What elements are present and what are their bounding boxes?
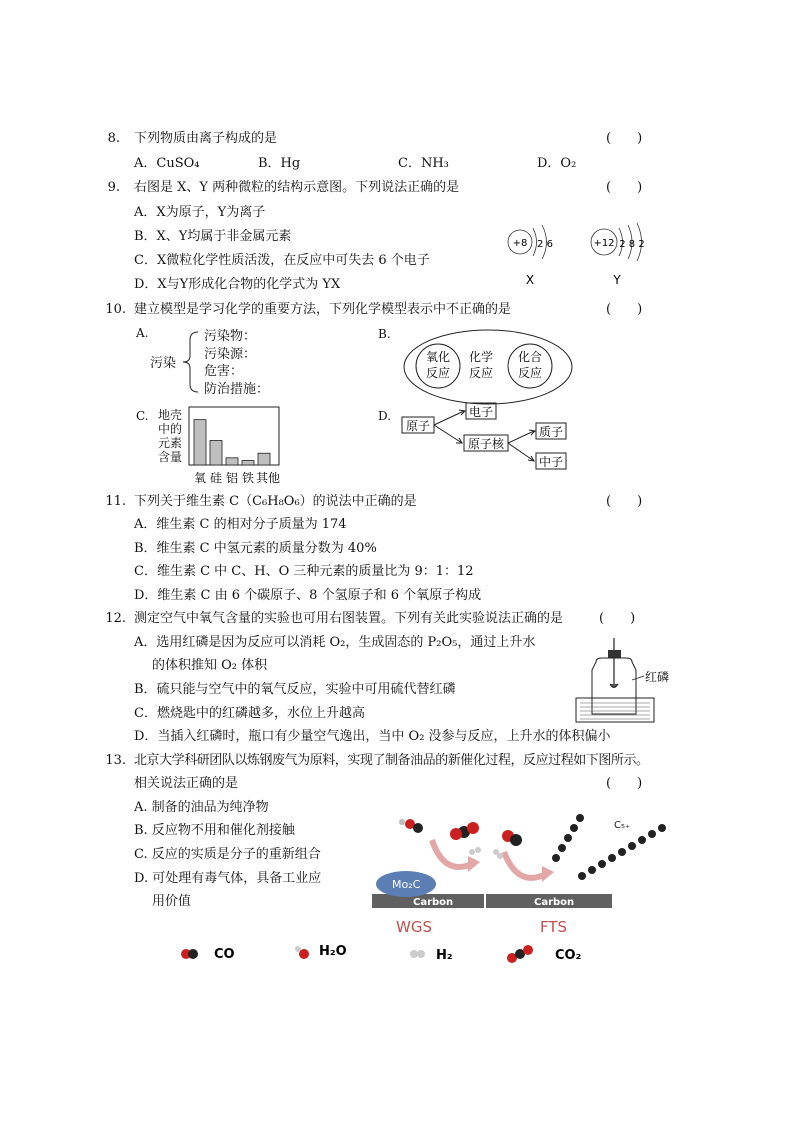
option-a: A．X为原子，Y为离子 — [134, 205, 266, 220]
bar-4 — [258, 453, 270, 465]
option-c-letter: C. — [136, 409, 149, 423]
ylabel-line: 含量 — [158, 450, 183, 464]
tree-electron: 电子 — [468, 405, 494, 419]
wgs-label: WGS — [396, 918, 432, 936]
venn-middle-1: 化学 — [468, 350, 494, 364]
option-c: C．X微粒化学性质活泼，在反应中可失去 6 个电子 — [134, 253, 430, 268]
question-stem-continued: 相关说法正确的是 — [134, 776, 239, 791]
reaction-venn-diagram — [402, 328, 574, 406]
brace-shape — [180, 330, 204, 394]
option-d: D．X与Y形成化合物的化学式为 YX — [134, 277, 341, 292]
nucleus-x: +8 — [512, 238, 528, 249]
bar-label-4: 其他 — [255, 471, 281, 485]
question-number: 10. — [105, 302, 126, 317]
question-number: 13. — [105, 753, 126, 768]
venn-right-1: 化合 — [517, 350, 543, 364]
question-stem: 北京大学科研团队以炼钢废气为原料，实现了制备油品的新催化过程，反应过程如下图所示。 — [134, 753, 649, 768]
answer-paren: ( ) — [606, 776, 643, 791]
nucleus-y: +12 — [593, 238, 615, 249]
tree-atom: 原子 — [405, 419, 431, 433]
bar-label-2: 铝 — [225, 471, 239, 485]
bar-ylabel — [158, 408, 188, 464]
pollution-item: 污染物： — [204, 329, 257, 344]
oxygen-experiment-apparatus — [570, 636, 680, 726]
option-b: B．硫只能与空气中的氧气反应，实验中可用硫代替红磷 — [134, 682, 456, 697]
tree-proton: 质子 — [538, 425, 564, 439]
option-b: B. 反应物不用和催化剂接触 — [134, 823, 295, 838]
option-c: C．NH₃ — [398, 156, 449, 171]
option-c: C．维生素 C 中 C、H、O 三种元素的质量比为 9：1：12 — [134, 564, 474, 579]
option-d: D．O₂ — [537, 156, 577, 171]
molecule-legend — [178, 940, 598, 970]
legend-h2o: H₂O — [319, 944, 347, 959]
tree-neutron: 中子 — [538, 455, 564, 469]
venn-left-1: 氧化 — [425, 350, 451, 364]
option-c: C．燃烧匙中的红磷越多，水位上升越高 — [134, 706, 365, 721]
fts-label: FTS — [540, 918, 568, 936]
question-number: 11. — [105, 494, 126, 509]
catalyst-label: Mo₂C — [392, 878, 421, 891]
legend-co: CO — [214, 947, 235, 962]
shells-x: 2 6 — [537, 239, 553, 250]
option-d-continued: 用价值 — [152, 894, 192, 909]
answer-paren: ( ) — [606, 131, 643, 146]
option-d: D．当插入红磷时，瓶口有少量空气逸出，当中 O₂ 没参与反应，上升水的体积偏小 — [134, 729, 611, 744]
option-a: A．CuSO₄ — [134, 156, 200, 171]
legend-h2: H₂ — [436, 948, 453, 963]
option-d-letter: D. — [378, 409, 392, 423]
tree-nucleus: 原子核 — [467, 437, 505, 451]
bar-label-1: 硅 — [209, 471, 223, 485]
legend-co2: CO₂ — [555, 948, 582, 963]
option-d: D. 可处理有毒气体，具备工业应 — [134, 871, 322, 886]
option-a-continued: 的体积推知 O₂ 体积 — [152, 658, 268, 673]
option-d: D．维生素 C 由 6 个碳原子、8 个氢原子和 6 个氧原子构成 — [134, 588, 482, 603]
venn-right-2: 反应 — [517, 366, 543, 380]
bar-1 — [210, 440, 222, 465]
ylabel-line: 中的 — [158, 422, 183, 436]
option-b: B．X、Y均属于非金属元素 — [134, 229, 292, 244]
pollution-item: 污染源： — [204, 347, 257, 362]
venn-left-2: 反应 — [425, 366, 451, 380]
answer-paren: ( ) — [606, 180, 643, 195]
label-y: Y — [613, 273, 621, 287]
ylabel-line: 地壳 — [158, 408, 183, 422]
question-stem: 建立模型是学习化学的重要方法，下列化学模型表示中不正确的是 — [134, 302, 512, 317]
option-b-letter: B. — [378, 327, 391, 341]
question-stem: 测定空气中氧气含量的实验也可用右图装置。下列有关此实验说法正确的是 — [134, 611, 564, 626]
answer-paren: ( ) — [606, 494, 643, 509]
answer-paren: ( ) — [599, 611, 636, 626]
carbon-label-2: Carbon — [534, 897, 575, 908]
option-a: A. 制备的油品为纯净物 — [134, 800, 269, 815]
option-b: B．Hg — [258, 156, 301, 171]
bar-3 — [242, 461, 254, 465]
question-stem: 下列关于维生素 C（C₆H₈O₆）的说法中正确的是 — [134, 494, 417, 509]
bar-2 — [226, 458, 238, 465]
option-a: A．维生素 C 的相对分子质量为 174 — [134, 517, 347, 532]
atom-y-diagram — [591, 223, 645, 287]
bar-0 — [194, 420, 206, 465]
shells-y: 2 8 2 — [619, 239, 645, 250]
option-c: C. 反应的实质是分子的重新组合 — [134, 847, 321, 862]
ylabel-line: 元素 — [158, 436, 183, 450]
atom-x-diagram — [508, 225, 553, 287]
question-number: 8. — [107, 131, 120, 146]
bar-label-0: 氧 — [193, 471, 207, 485]
atom-structure-tree — [400, 400, 580, 474]
label-x: X — [525, 273, 535, 287]
question-number: 9. — [107, 180, 120, 195]
answer-paren: ( ) — [606, 302, 643, 317]
red-phosphorus-label: 红磷 — [645, 670, 670, 684]
pollution-item: 危害： — [204, 364, 244, 379]
catalysis-process-figure — [368, 800, 682, 942]
carbon-label-1: Carbon — [413, 897, 454, 908]
option-a-letter: A. — [136, 326, 149, 340]
bar-label-3: 铁 — [241, 471, 255, 485]
pollution-root: 污染 — [150, 356, 177, 371]
product-label: C₅₊ — [614, 820, 631, 831]
question-number: 12. — [105, 611, 126, 626]
option-a: A．选用红磷是因为反应可以消耗 O₂，生成固态的 P₂O₅，通过上升水 — [134, 635, 536, 650]
element-bar-chart — [186, 406, 284, 486]
option-b: B．维生素 C 中氢元素的质量分数为 40% — [134, 541, 377, 556]
pollution-item: 防治措施： — [204, 382, 270, 397]
atom-structure-figure — [500, 222, 670, 294]
question-stem: 下列物质由离子构成的是 — [134, 131, 278, 146]
question-stem: 右图是 X、Y 两种微粒的结构示意图。下列说法正确的是 — [134, 180, 460, 195]
venn-middle-2: 反应 — [468, 366, 494, 380]
